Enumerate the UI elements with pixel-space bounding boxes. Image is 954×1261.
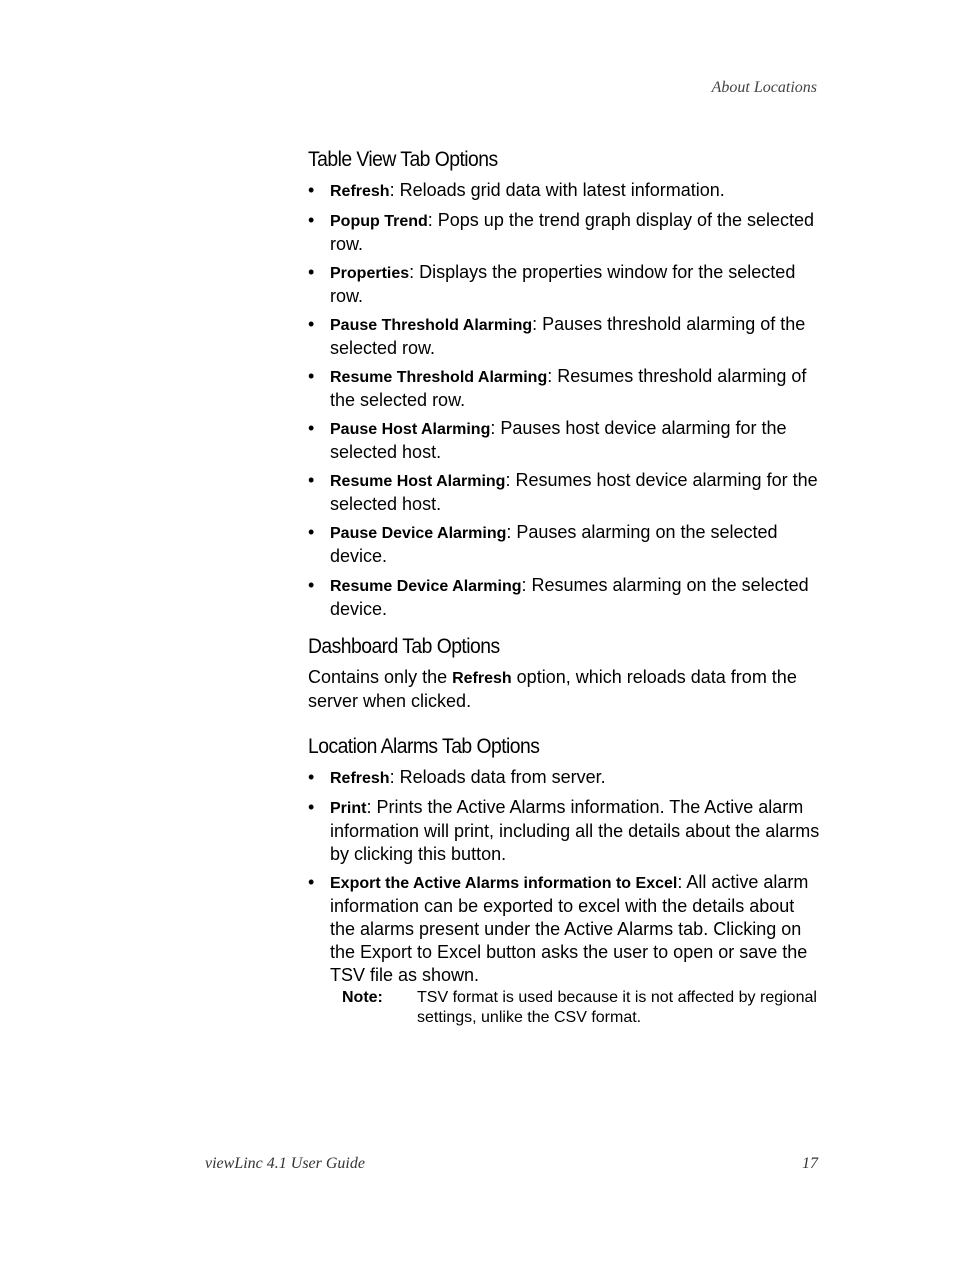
bullet-icon: • <box>308 210 315 230</box>
bullet-icon: • <box>308 366 315 386</box>
note-label: Note: <box>342 989 383 1006</box>
option-description: : Pauses host device alarming for the selected host. <box>330 418 787 462</box>
bullet-icon: • <box>308 418 315 438</box>
dashboard-description <box>308 666 820 713</box>
list-item <box>308 261 820 308</box>
option-description: : Reloads data from server. <box>389 767 606 787</box>
footer-guide-title: viewLinc 4.1 User Guide <box>205 1155 365 1172</box>
list-item <box>308 313 820 360</box>
option-term: Print <box>330 800 367 817</box>
option-term: Export the Active Alarms information to Excel <box>330 875 678 892</box>
bullet-icon: • <box>308 797 315 817</box>
option-term: Resume Threshold Alarming <box>330 369 548 386</box>
option-description: : Pauses threshold alarming of the selected row. <box>330 314 806 358</box>
location-alarms-options-list <box>308 766 820 987</box>
option-term: Popup Trend <box>330 213 428 230</box>
option-description: : All active alarm information can be exported to excel with the details about the alarms present under the Active Alarms tab. Clicking on the Export to Excel button asks the user to open or save the TSV file as shown. <box>330 872 809 985</box>
bullet-icon: • <box>308 767 315 787</box>
option-term: Refresh <box>452 670 512 687</box>
option-description: : Resumes threshold alarming of the selected row. <box>330 366 807 410</box>
list-item <box>308 521 820 568</box>
table-view-options-list <box>308 179 820 621</box>
bullet-icon: • <box>308 470 315 490</box>
option-term: Refresh <box>330 183 390 200</box>
option-term: Refresh <box>330 770 390 787</box>
dashboard-heading: Dashboard Tab Options <box>308 634 500 658</box>
option-term: Resume Device Alarming <box>330 578 522 595</box>
location-alarms-heading: Location Alarms Tab Options <box>308 734 540 758</box>
option-description: : Resumes host device alarming for the selected host. <box>330 470 818 514</box>
option-term: Resume Host Alarming <box>330 473 506 490</box>
bullet-icon: • <box>308 262 315 282</box>
running-header: About Locations <box>711 79 817 96</box>
list-item <box>308 365 820 412</box>
bullet-icon: • <box>308 575 315 595</box>
list-item <box>308 417 820 464</box>
list-item <box>308 796 820 866</box>
table-view-heading: Table View Tab Options <box>308 147 498 171</box>
option-description: : Reloads grid data with latest information. <box>389 180 725 200</box>
note-text: TSV format is used because it is not affected by regional settings, unlike the CSV format. <box>417 989 817 1026</box>
bullet-icon: • <box>308 872 315 892</box>
option-description: : Displays the properties window for the selected row. <box>330 262 796 306</box>
bullet-icon: • <box>308 522 315 542</box>
list-item <box>308 179 820 203</box>
option-term: Pause Threshold Alarming <box>330 317 533 334</box>
bullet-icon: • <box>308 180 315 200</box>
dashboard-text-before: Contains only the <box>308 667 453 687</box>
option-description: : Pauses alarming on the selected device. <box>330 522 778 566</box>
list-item <box>308 871 820 987</box>
option-description: : Pops up the trend graph display of the selected row. <box>330 210 815 254</box>
option-term: Properties <box>330 265 410 282</box>
option-term: Pause Device Alarming <box>330 525 507 542</box>
bullet-icon: • <box>308 314 315 334</box>
option-description: : Resumes alarming on the selected device. <box>330 575 809 619</box>
footer-page-number: 17 <box>802 1155 818 1172</box>
option-term: Pause Host Alarming <box>330 421 491 438</box>
option-description: : Prints the Active Alarms information. The Active alarm information will print, including all the details about the alarms by clicking this button. <box>330 797 820 864</box>
list-item <box>308 469 820 516</box>
dashboard-text-after: option, which reloads data from the server when clicked. <box>308 667 797 711</box>
list-item <box>308 574 820 621</box>
list-item <box>308 209 820 256</box>
list-item <box>308 766 820 790</box>
